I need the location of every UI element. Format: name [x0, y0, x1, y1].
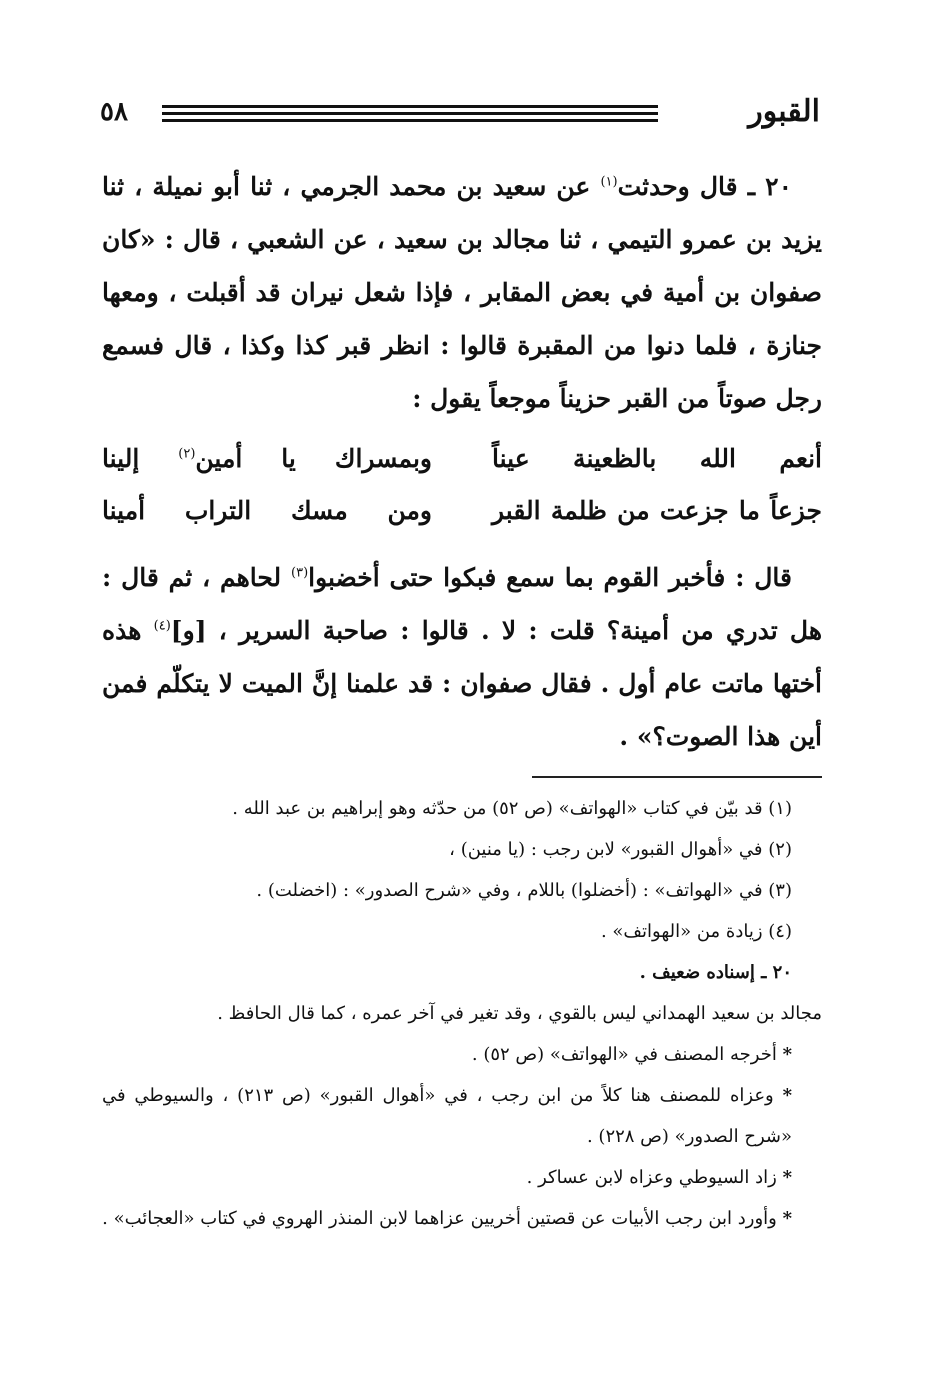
asterisk-bullet: *: [782, 1085, 792, 1106]
footnote-mark: (١): [600, 174, 618, 190]
asterisk-bullet: *: [782, 1044, 792, 1065]
footnote-3: (٣) في «الهواتف» : (أخضلوا) باللام ، وفي «شرح الصدور» : (اخضلت) .: [256, 880, 792, 901]
takhrij-text: وعزاه للمصنف هنا كلاً من ابن رجب ، في «أهوال القبور» (ص ٢١٣) ، والسيوطي في «شرح الصدور» (ص ٢٢٨) .: [102, 1085, 792, 1147]
narration-paragraph: [102, 551, 822, 763]
takhrij-line: مجالد بن سعيد الهمداني ليس بالقوي ، وقد تغير في آخر عمره ، كما قال الحافظ .: [217, 1003, 822, 1024]
takhrij-line: [102, 1034, 822, 1075]
main-text: [102, 160, 822, 763]
paragraph-text: عن سعيد بن محمد الجرمي ، ثنا أبو نميلة ، ثنا يزيد بن عمرو التيمي ، ثنا مجالد بن سعيد ، عن الشعبي ، قال : «كان صفوان بن أمية في بعض المقابر ، فإذا شعل نيران قد أقبلت ، ومعها جنازة ، فلما دنوا من المقبرة قالوا : انظر قبر كذا وكذا ، قال فسمع رجل صوتاً من القبر حزيناً موجعاً يقول :: [102, 172, 822, 413]
hemistich-first: جزعاً ما جزعت من ظلمة القبر: [492, 496, 822, 525]
paragraph-text: ٢٠ ـ قال وحدثت: [617, 172, 792, 201]
poem-verse: [102, 433, 822, 485]
header-rule: [162, 119, 658, 122]
header-rule: [162, 105, 658, 108]
page-number: ٥٨: [100, 97, 128, 127]
hemistich-second: ومن مسك التراب أمينا: [102, 496, 432, 525]
takhrij-line: [102, 1198, 822, 1239]
footnote-1: (١) قد بيّن في كتاب «الهواتف» (ص ٥٢) من حدّثه وهو إبراهيم بن عبد الله .: [232, 798, 792, 819]
header-rule: [162, 112, 658, 115]
poem: [102, 433, 822, 537]
takhrij-text: وأورد ابن رجب الأبيات عن قصتين أخريين عزاهما لابن المنذر الهروي في كتاب «العجائب» .: [102, 1208, 777, 1229]
footnote-2: (٢) في «أهوال القبور» لابن رجب : (يا منين) ،: [449, 839, 792, 860]
takhrij-line: [102, 1075, 822, 1157]
footnote-mark: (٢): [178, 446, 196, 462]
paragraph-text: هذه أختها ماتت عام أول . فقال صفوان : قد علمنا إنَّ الميت لا يتكلّم فمن أين هذا الصوت؟» .: [102, 616, 822, 751]
paragraph-text: قال : فأخبر القوم بما سمع فبكوا حتى أخضبوا: [308, 563, 792, 592]
takhrij-heading: ٢٠ ـ إسناده ضعيف .: [639, 962, 792, 983]
page-header: [100, 92, 820, 132]
poem-verse: [102, 485, 822, 537]
asterisk-bullet: *: [782, 1208, 792, 1229]
footnote-4: (٤) زيادة من «الهواتف» .: [600, 921, 792, 942]
paragraph-text: لحاهم ، ثم قال : هل تدري من أمينة؟ قلت : لا . قالوا : صاحبة السرير ، [و]: [102, 563, 823, 645]
hemistich-second: [102, 433, 432, 485]
verse-text: وبمسراك يا أمين: [195, 444, 432, 473]
footnote-divider: [532, 776, 822, 778]
verse-text: إلينا: [102, 444, 179, 473]
takhrij-text: أخرجه المصنف في «الهواتف» (ص ٥٢) .: [471, 1044, 777, 1065]
footnote-mark: (٣): [291, 565, 309, 581]
footnote-mark: (٤): [153, 618, 171, 634]
takhrij-line: [102, 1157, 822, 1198]
footnotes: [102, 788, 822, 1239]
running-title: القبور: [748, 94, 820, 129]
hemistich-first: أنعم الله بالظعينة عيناً: [492, 444, 822, 473]
takhrij-text: زاد السيوطي وعزاه لابن عساكر .: [526, 1167, 777, 1188]
narration-paragraph: [102, 160, 822, 425]
asterisk-bullet: *: [782, 1167, 792, 1188]
